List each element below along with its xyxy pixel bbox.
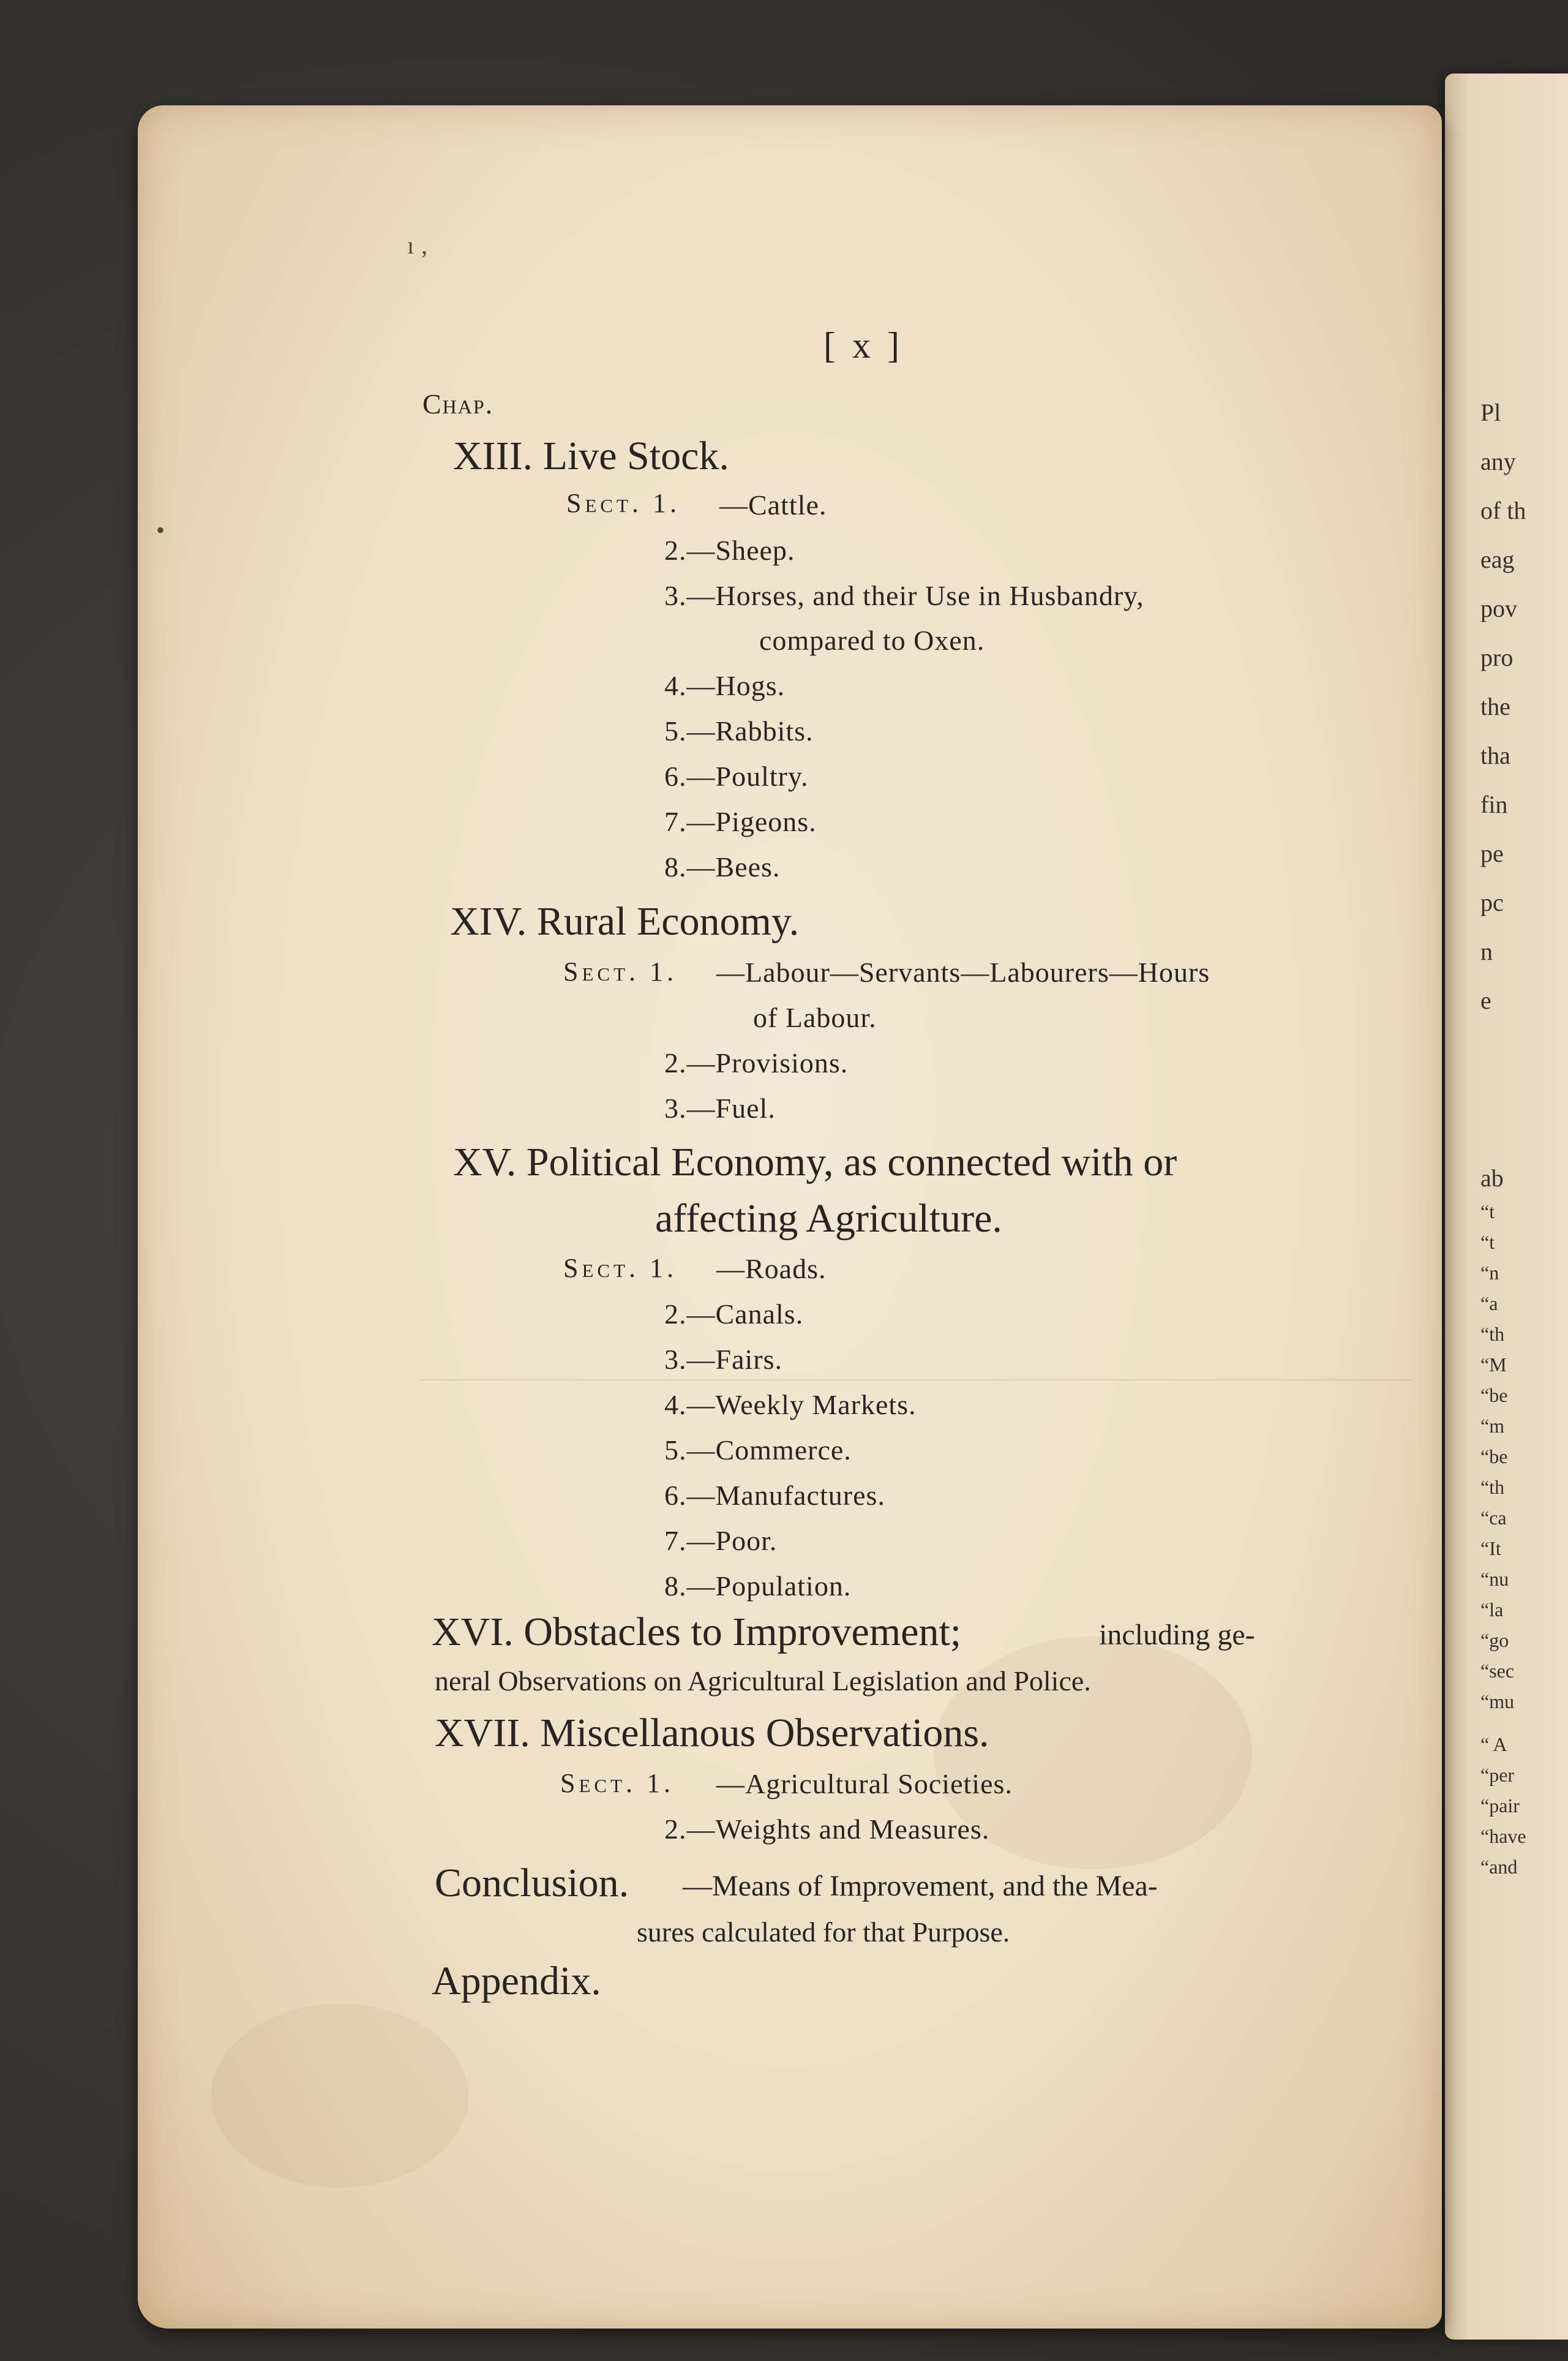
section-entry: —Agricultural Societies. [716,1768,1013,1799]
facing-page-fragment: n [1480,938,1493,965]
facing-page-fragment: pov [1480,595,1517,622]
section-entry: 6.—Manufactures. [664,1480,885,1511]
facing-page-fragment: “be [1480,1384,1508,1406]
section-entry: 8.—Bees. [664,851,781,883]
book-page [138,105,1442,2329]
facing-page-fragment: “M [1480,1354,1507,1376]
facing-page-fragment: Pl [1480,399,1501,426]
chapter-title-xiv: XIV. Rural Economy. [450,899,800,944]
conclusion-tail: —Means of Improvement, and the Mea- [683,1870,1158,1902]
section-entry: —Cattle. [719,489,827,521]
facing-page-fragment: “nu [1480,1568,1509,1590]
facing-page-fragment: “th [1480,1323,1505,1345]
facing-page-fragment: “ A [1480,1733,1507,1755]
facing-page-fragment: fin [1480,791,1508,818]
facing-page-fragment: “pair [1480,1794,1520,1817]
conclusion-title: Conclusion. [435,1861,629,1905]
facing-page-fragment: pe [1480,840,1504,867]
sect-label: Sect. 1. [566,488,681,518]
facing-page-fragment: “th [1480,1476,1505,1498]
ink-speck: ı ‚ [407,232,429,259]
facing-page-fragment: “mu [1480,1690,1515,1712]
section-entry: 5.—Commerce. [664,1434,852,1466]
section-entry: 3.—Horses, and their Use in Husbandry, [664,580,1144,611]
section-entry: 3.—Fuel. [664,1093,776,1124]
section-entry: 7.—Pigeons. [664,806,817,837]
chapter-title-xv: XV. Political Economy, as connected with or [453,1140,1177,1184]
section-entry: 4.—Weekly Markets. [664,1389,917,1420]
sect-label: Sect. 1. [563,1253,678,1283]
paper-stain [211,2004,468,2188]
facing-page-fragment: “la [1480,1598,1504,1621]
facing-page-fragment: “a [1480,1292,1498,1314]
show-through-rule [419,1379,1411,1380]
facing-page-fragment: “ca [1480,1507,1507,1529]
facing-page-fragment: “be [1480,1445,1508,1467]
chapter-title-xvi-tail: including ge- [1099,1619,1255,1651]
facing-page-fragment: eag [1480,546,1515,573]
chapter-title-xvi: XVI. Obstacles to Improvement; [432,1610,962,1654]
facing-page-fragment: “t [1480,1231,1495,1253]
facing-page-fragment: “and [1480,1856,1518,1878]
chapter-title-xvii: XVII. Miscellanous Observations. [435,1711,989,1755]
page-number: [ x ] [823,325,903,366]
facing-page-fragment: e [1480,987,1491,1014]
facing-page-fragment: “n [1480,1262,1499,1284]
facing-page-fragment: the [1480,693,1510,720]
chapter-title-xiii: XIII. Live Stock. [453,434,729,478]
chap-label: Chap. [422,388,494,420]
sect-label: Sect. 1. [560,1768,675,1798]
facing-page-fragment: ab [1480,1164,1504,1192]
facing-page-fragment: “go [1480,1629,1509,1651]
facing-page [1445,73,1568,2340]
facing-page-fragment: “sec [1480,1660,1515,1682]
facing-page-fragment: any [1480,448,1516,475]
facing-page-fragment: pc [1480,889,1504,916]
section-entry: of Labour. [753,1002,877,1033]
section-entry: 2.—Provisions. [664,1047,849,1079]
ink-speck: • [156,516,165,544]
facing-page-fragment: “m [1480,1415,1505,1437]
section-entry: 3.—Fairs. [664,1344,782,1375]
section-entry: 8.—Population. [664,1570,852,1602]
facing-page-fragment: tha [1480,742,1510,769]
facing-page-fragment: “t [1480,1200,1495,1222]
section-entry: 7.—Poor. [664,1525,778,1556]
sect-label: Sect. 1. [563,957,678,987]
section-entry: 2.—Weights and Measures. [664,1813,990,1845]
section-entry: 4.—Hogs. [664,670,786,701]
section-entry: 2.—Canals. [664,1298,804,1330]
facing-page-fragment: pro [1480,644,1514,671]
section-entry: 2.—Sheep. [664,535,795,566]
appendix-title: Appendix. [432,1959,601,2003]
chapter-title-xv-cont: affecting Agriculture. [655,1196,1002,1241]
facing-page-fragment: “have [1480,1825,1526,1847]
section-entry: —Roads. [716,1253,827,1284]
facing-page-fragment: “It [1480,1537,1501,1559]
chapter-subtitle-xvi: neral Observations on Agricultural Legislation and Police. [435,1665,1091,1696]
conclusion-line2: sures calculated for that Purpose. [637,1916,1010,1948]
section-entry: compared to Oxen. [759,625,985,656]
facing-page-fragment: of th [1480,497,1526,524]
section-entry: —Labour—Servants—Labourers—Hours [716,957,1210,988]
section-entry: 6.—Poultry. [664,761,809,792]
section-entry: 5.—Rabbits. [664,715,814,747]
facing-page-fragment: “per [1480,1764,1515,1786]
